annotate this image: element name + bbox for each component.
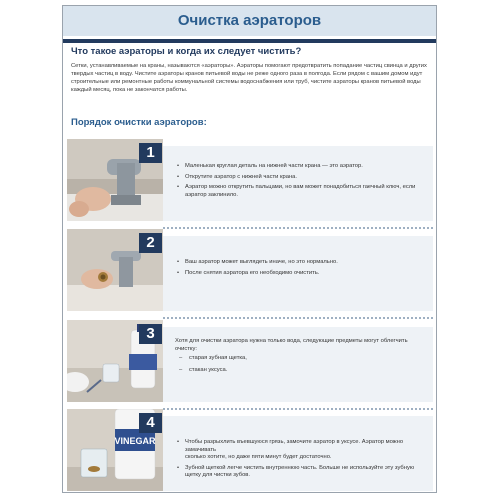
intro-paragraph: Сетки, устанавливаемые на краны, называются «аэраторы». Аэраторы помогают предотвратить попадание частиц свинца и других твердых частиц в воду. Чистите аэраторы кранов питьевой воды не реже одного раза в полгода. Если рядом с вашим домом идут строительные или ремонтные работы коммунальной системы водоснабжения или труб, чистите аэраторы кранов питьевой воды каждый месяц, пока не закончатся работы. bbox=[71, 63, 427, 93]
step-4-bullet-1-text: Чтобы разрыхлить въевшуюся грязь, замочите аэратор в уксусе. Аэратор можно замачивать bbox=[185, 439, 404, 453]
step-1-number: 1 bbox=[139, 143, 162, 163]
step-3-item-2: – стакан уксуса. bbox=[179, 367, 419, 375]
page-title: Очистка аэраторов bbox=[177, 12, 322, 29]
bottle-label: VINEGAR bbox=[114, 436, 156, 446]
step-2-bullet-2: • После снятия аэратора его необходимо очистить. bbox=[177, 270, 427, 278]
step-2 bbox=[67, 229, 433, 311]
title-rule bbox=[63, 39, 436, 43]
step-4-list bbox=[177, 439, 427, 483]
step-3-item-1: – старая зубная щетка, bbox=[179, 355, 419, 363]
step-2-bullet-1: • Ваш аэратор может выглядеть иначе, но это нормально. bbox=[177, 259, 427, 267]
step-2-divider bbox=[163, 317, 433, 319]
section-heading: Что такое аэраторы и когда их следует чистить? bbox=[71, 46, 302, 57]
step-3-number: 3 bbox=[139, 324, 162, 344]
step-4-bullet-2: • Зубной щеткой легче чистить внутреннюю часть. Больше не используйте эту зубную щетку для чистки зубов. bbox=[177, 465, 427, 480]
step-3-lead: Хотя для очистки аэратора нужна только вода, следующие предметы могут облегчить очистку: bbox=[175, 338, 408, 352]
steps-heading: Порядок очистки аэраторов: bbox=[71, 117, 207, 128]
document-page bbox=[62, 5, 437, 493]
step-2-list bbox=[177, 259, 427, 280]
step-1-bullet-2: • Открутите аэратор с нижней части крана. bbox=[177, 174, 427, 182]
step-4 bbox=[67, 409, 433, 491]
step-2-number: 2 bbox=[139, 233, 162, 253]
step-3-list bbox=[179, 355, 419, 378]
step-4-bullet-1 bbox=[177, 439, 427, 462]
step-4-bullet-1-cont: сколько хотите, но даже пяти минут будет достаточно. bbox=[185, 454, 332, 460]
step-4-number: 4 bbox=[139, 413, 162, 433]
step-1-bullet-1: • Маленькая круглая деталь на нижней части крана — это аэратор. bbox=[177, 163, 427, 171]
step-1-list bbox=[177, 163, 427, 202]
step-1 bbox=[67, 139, 433, 221]
step-3 bbox=[67, 320, 433, 402]
step-1-bullet-3: • Аэратор можно открутить пальцами, но вам может понадобиться гаечный ключ, если аэратор заклинило. bbox=[177, 184, 427, 199]
